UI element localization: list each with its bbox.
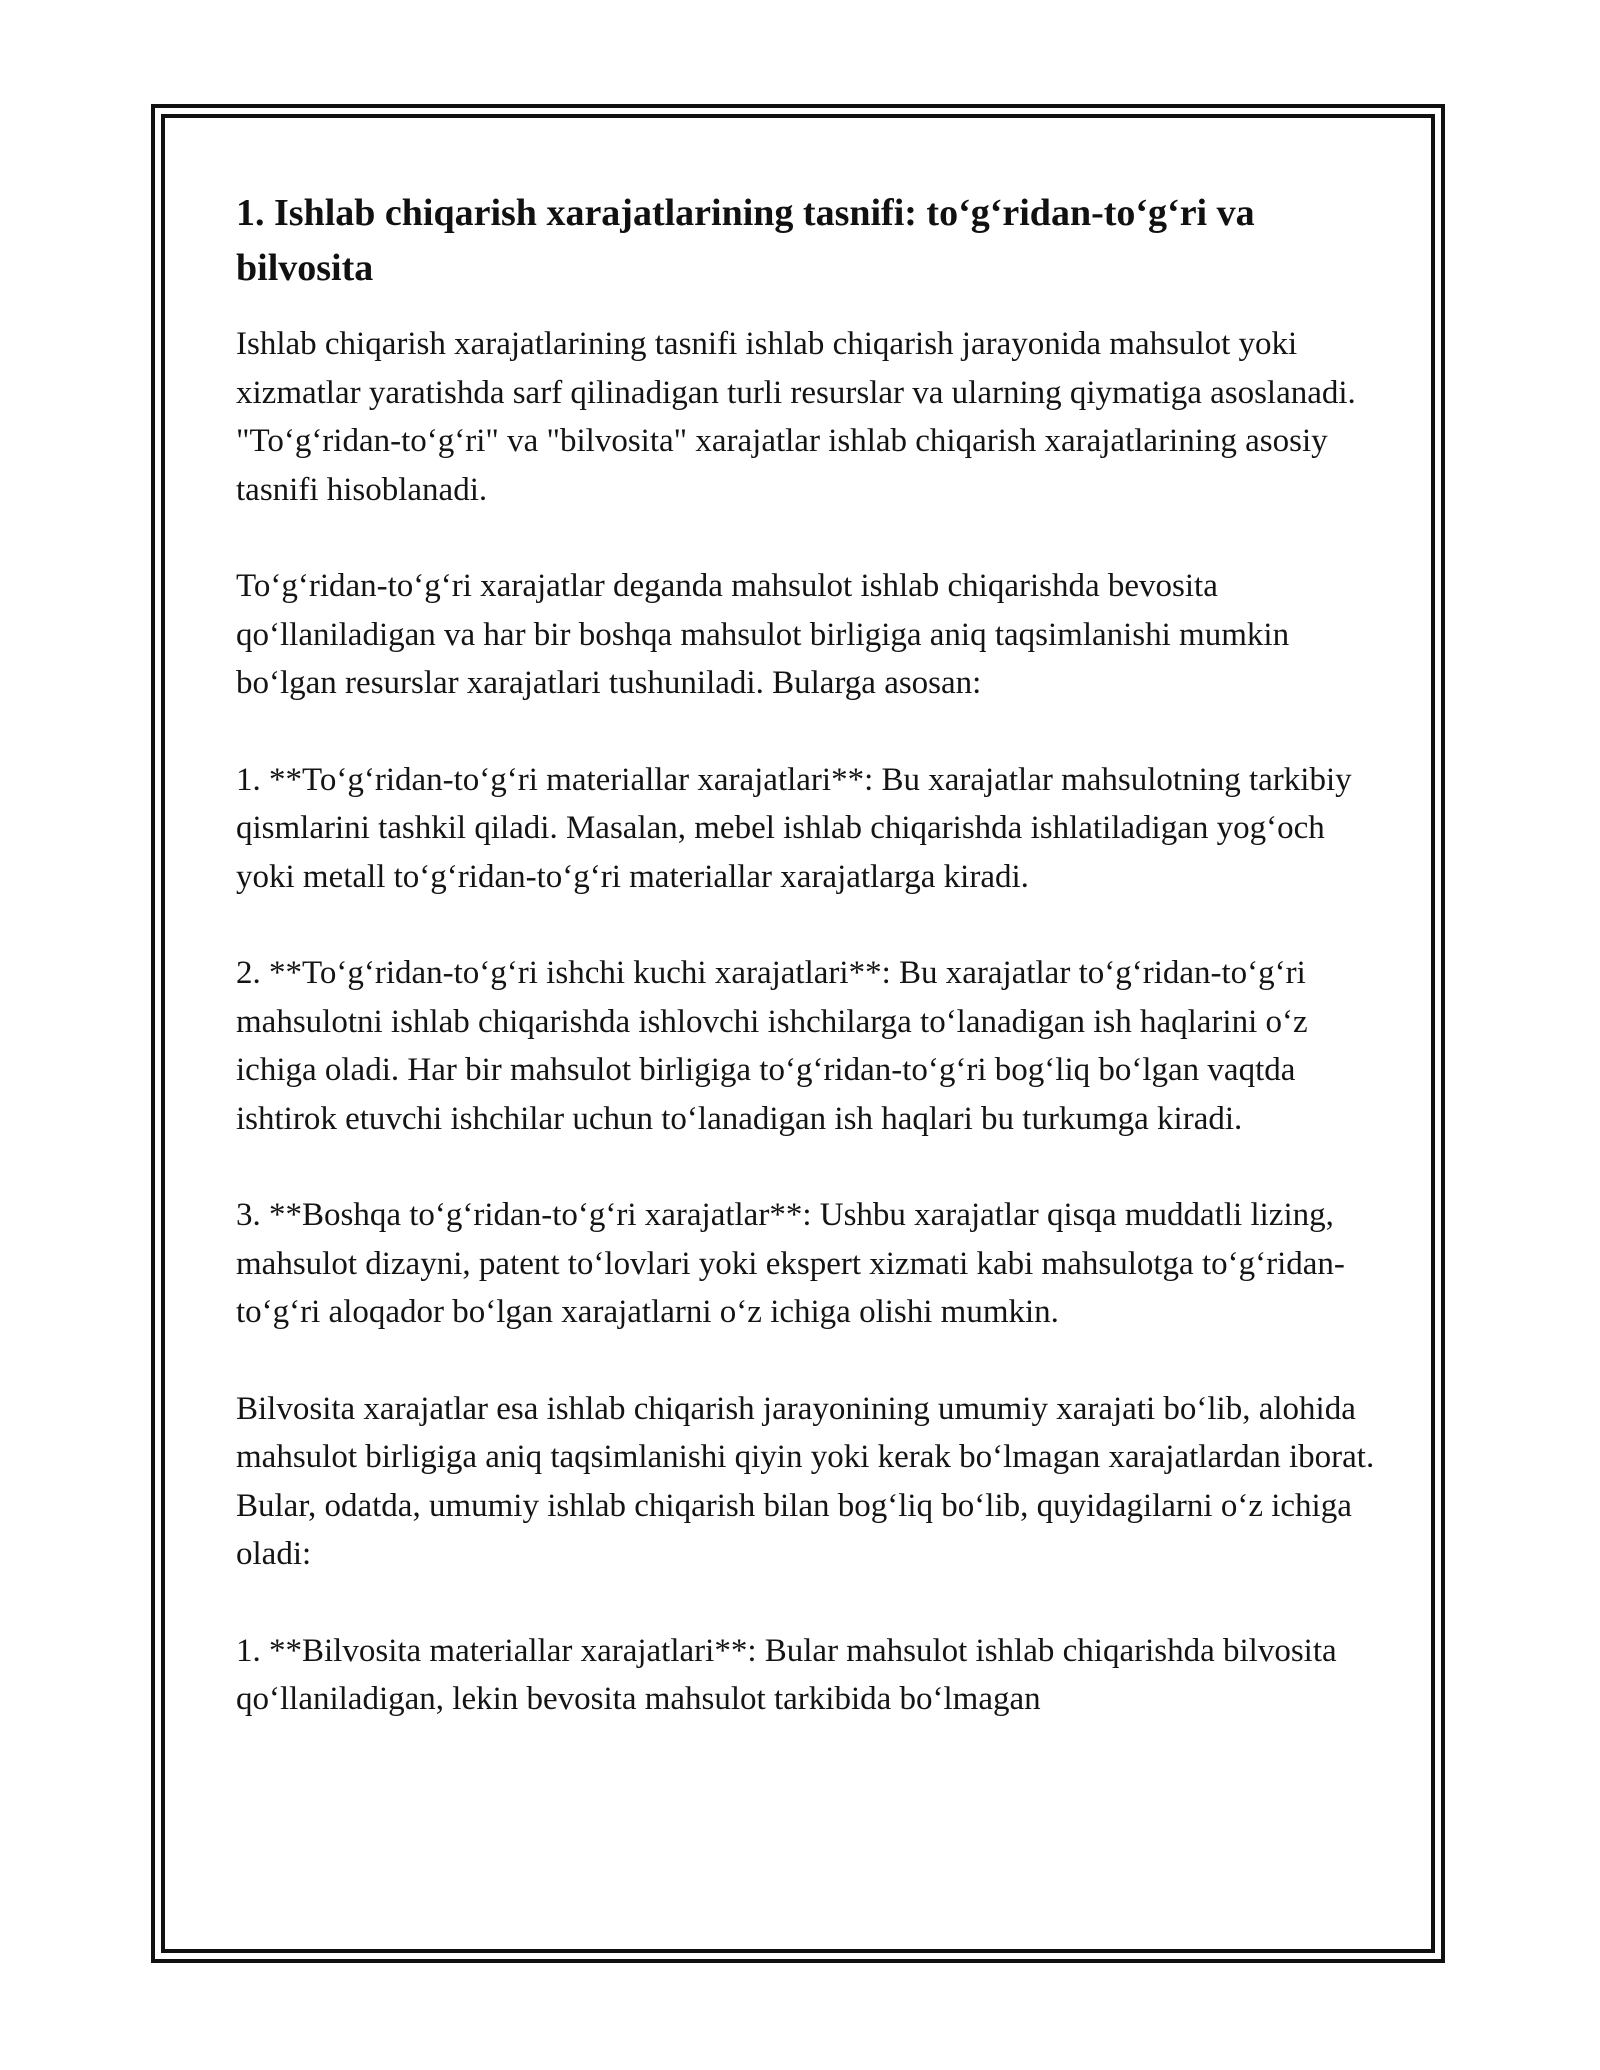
paragraph-intro: Ishlab chiqarish xarajatlarining tasnifi ishlab chiqarish jarayonida mahsulot yoki xizmatlar yaratishda sarf qilinadigan turli resurslar va ularning qiymatiga asoslanadi. "To‘g‘ridan-to‘g‘ri" va "bilvosita" xarajatlar ishlab chiqarish xarajatlarining asosiy tasnifi hisoblanadi. [236,326,1356,508]
list-item-other-direct: 3. **Boshqa to‘g‘ridan-to‘g‘ri xarajatlar**: Ushbu xarajatlar qisqa muddatli lizing, mahsulot dizayni, patent to‘lovlari yoki ekspert xizmati kabi mahsulotga to‘g‘ridan-to‘g‘ri aloqador bo‘lgan xarajatlarni o‘z ichiga olishi mumkin. [236,1197,1345,1330]
list-item-indirect-materials: 1. **Bilvosita materiallar xarajatlari**: Bular mahsulot ishlab chiqarishda bilvosita qo‘llaniladigan, lekin bevosita mahsulot tarkibida bo‘lmagan [236,1632,1337,1717]
document-body [236,186,1376,1772]
paragraph-direct-costs: To‘g‘ridan-to‘g‘ri xarajatlar deganda mahsulot ishlab chiqarishda bevosita qo‘llaniladigan va har bir boshqa mahsulot birligiga aniq taqsimlanishi mumkin bo‘lgan resurslar xarajatlari tushuniladi. Bularga asosan: [236,568,1290,701]
section-title: 1. Ishlab chiqarish xarajatlarining tasnifi: to‘g‘ridan-to‘g‘ri va bilvosita [236,192,1255,289]
list-item-direct-materials: 1. **To‘g‘ridan-to‘g‘ri materiallar xarajatlari**: Bu xarajatlar mahsulotning tarkibiy qismlarini tashkil qiladi. Masalan, mebel ishlab chiqarishda ishlatiladigan yog‘och yoki metall to‘g‘ridan-to‘g‘ri materiallar xarajatlarga kiradi. [236,761,1352,895]
list-item-direct-labor: 2. **To‘g‘ridan-to‘g‘ri ishchi kuchi xarajatlari**: Bu xarajatlar to‘g‘ridan-to‘g‘ri mahsulotni ishlab chiqarishda ishlovchi ishchilarga to‘lanadigan ish haqlarini o‘z ichiga oladi. Har bir mahsulot birligiga to‘g‘ridan-to‘g‘ri bog‘liq bo‘lgan vaqtda ishtirok etuvchi ishchilar uchun to‘lanadigan ish haqlari bu turkumga kiradi. [236,955,1308,1137]
paragraph-indirect-costs: Bilvosita xarajatlar esa ishlab chiqarish jarayonining umumiy xarajati bo‘lib, alohida mahsulot birligiga aniq taqsimlanishi qiyin yoki kerak bo‘lmagan xarajatlardan iborat. Bular, odatda, umumiy ishlab chiqarish bilan bog‘liq bo‘lib, quyidagilarni o‘z ichiga oladi: [236,1390,1375,1572]
